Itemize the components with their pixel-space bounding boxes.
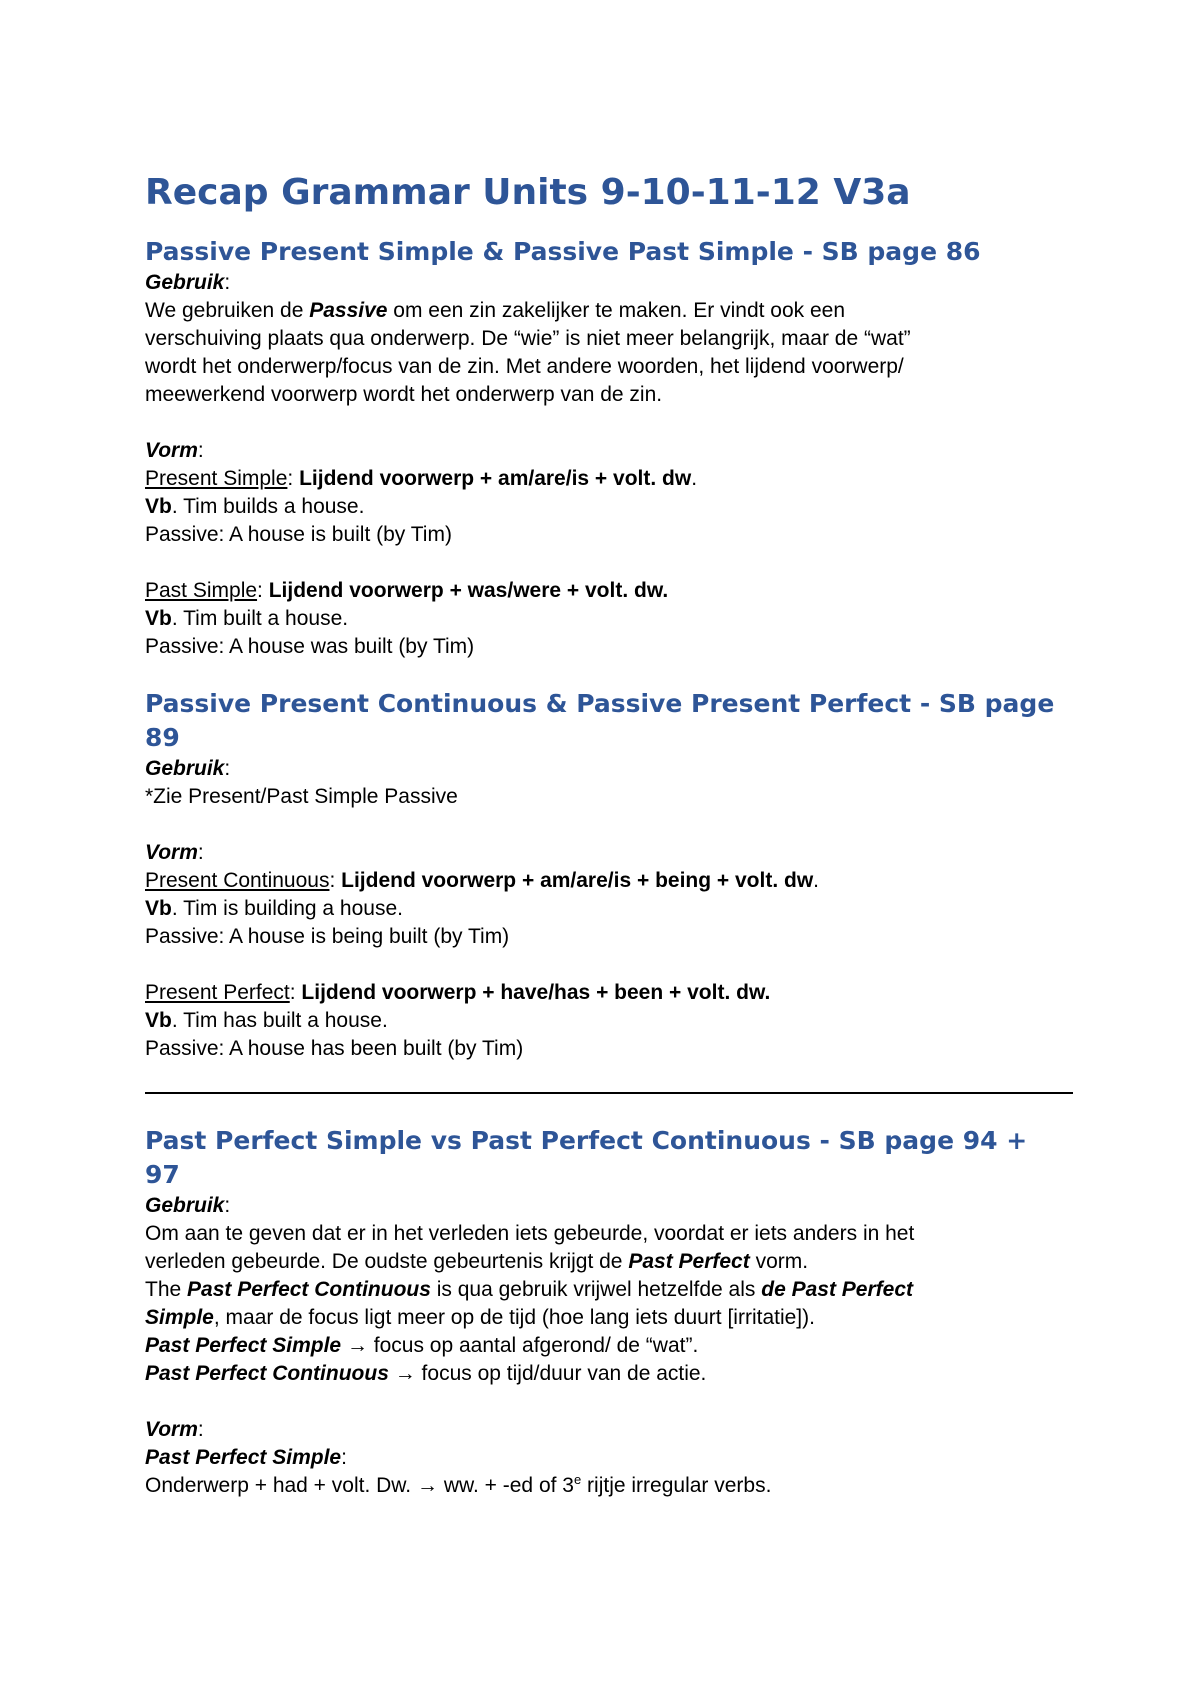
example-line: Vb. Tim is building a house. xyxy=(145,897,403,920)
gebruik-line: The Past Perfect Continuous is qua gebruik vrijwel hetzelfde als de Past Perfect xyxy=(145,1278,913,1301)
passive-line: Passive: A house has been built (by Tim) xyxy=(145,1037,524,1060)
gebruik-label: Gebruik xyxy=(145,271,225,294)
arrow-icon: → xyxy=(416,1474,438,1497)
gebruik-line: Simple, maar de focus ligt meer op de tijd (hoe lang iets duurt [irritatie]). xyxy=(145,1306,815,1329)
form-rule: Present Perfect: Lijdend voorwerp + have/has + been + volt. dw. xyxy=(145,981,771,1004)
example-line: Vb. Tim has built a house. xyxy=(145,1009,388,1032)
form-rule: Onderwerp + had + volt. Dw. → ww. + -ed of 3e rijtje irregular verbs. xyxy=(145,1472,772,1497)
usage-ppc: Past Perfect Continuous → focus op tijd/duur van de actie. xyxy=(145,1362,707,1385)
example-line: Vb. Tim builds a house. xyxy=(145,495,365,518)
gebruik-line: meewerkend voorwerp wordt het onderwerp van de zin. xyxy=(145,383,663,406)
example-line: Vb. Tim built a house. xyxy=(145,607,349,630)
section-3-body: Gebruik: Om aan te geven dat er in het verleden iets gebeurde, voordat er iets anders in het verleden gebeurde. De oudste gebeurtenis krijgt de Past Perfect vorm. The Past Perfect Continuous is qua gebruik vrijwel hetzelfde als de Past Perfect Simple, maar de focus ligt meer op de tijd (hoe lang iets duurt [irritatie]). Past Perfect Simple → focus op aantal afgerond/ de “wat”. Past Perfect Continuous → focus op tijd/duur van de actie. Vorm: Past Perfect Simple: Onderwerp + had + volt. Dw. → ww. + -ed of 3e rijtje irregular verbs. xyxy=(145,1192,1070,1500)
gebruik-line: *Zie Present/Past Simple Passive xyxy=(145,785,458,808)
form-rule: Present Simple: Lijdend voorwerp + am/are/is + volt. dw. xyxy=(145,467,698,490)
vorm-label: Vorm xyxy=(145,439,198,462)
gebruik-label: Gebruik xyxy=(145,1194,225,1217)
passive-line: Passive: A house is being built (by Tim) xyxy=(145,925,510,948)
arrow-icon: → xyxy=(394,1362,416,1385)
gebruik-label: Gebruik xyxy=(145,757,225,780)
vorm-label: Vorm xyxy=(145,841,198,864)
vorm-sub-label: Past Perfect Simple xyxy=(145,1446,342,1469)
section-heading-1: Passive Present Simple & Passive Past Simple - SB page 86 xyxy=(145,237,981,266)
passive-line: Passive: A house was built (by Tim) xyxy=(145,635,475,658)
vorm-label: Vorm xyxy=(145,1418,198,1441)
document-body xyxy=(145,165,1070,1500)
gebruik-line: verleden gebeurde. De oudste gebeurtenis krijgt de Past Perfect vorm. xyxy=(145,1250,809,1273)
form-rule: Present Continuous: Lijdend voorwerp + am/are/is + being + volt. dw. xyxy=(145,869,820,892)
section-2-body: Gebruik: *Zie Present/Past Simple Passive Vorm: Present Continuous: Lijdend voorwerp + am/are/is + being + volt. dw. Vb. Tim is building a house. Passive: A house is being built (by Tim) Present Perfect: Lijdend voorwerp + have/has + been + volt. dw. Vb. Tim has built a house. Passive: A house has been built (by Tim) xyxy=(145,755,1070,1063)
section-heading-3: Past Perfect Simple vs Past Perfect Continuous - SB page 94 + 97 xyxy=(145,1126,1028,1189)
gebruik-line: We gebruiken de Passive om een zin zakelijker te maken. Er vindt ook een xyxy=(145,299,846,322)
passive-line: Passive: A house is built (by Tim) xyxy=(145,523,452,546)
page-title: Recap Grammar Units 9-10-11-12 V3a xyxy=(145,172,911,213)
gebruik-line: verschuiving plaats qua onderwerp. De “wie” is niet meer belangrijk, maar de “wat” xyxy=(145,327,911,350)
gebruik-line: Om aan te geven dat er in het verleden iets gebeurde, voordat er iets anders in het xyxy=(145,1222,915,1245)
gebruik-line: wordt het onderwerp/focus van de zin. Met andere woorden, het lijdend voorwerp/ xyxy=(145,355,904,378)
horizontal-divider xyxy=(145,1092,1073,1094)
arrow-icon: → xyxy=(346,1334,368,1357)
section-heading-2: Passive Present Continuous & Passive Present Perfect - SB page 89 xyxy=(145,689,1055,752)
section-1-body: Gebruik: We gebruiken de Passive om een zin zakelijker te maken. Er vindt ook een verschuiving plaats qua onderwerp. De “wie” is niet meer belangrijk, maar de “wat” wordt het onderwerp/focus van de zin. Met andere woorden, het lijdend voorwerp/ meewerkend voorwerp wordt het onderwerp van de zin. Vorm: Present Simple: Lijdend voorwerp + am/are/is + volt. dw. Vb. Tim builds a house. Passive: A house is built (by Tim) Past Simple: Lijdend voorwerp + was/were + volt. dw. Vb. Tim built a house. Passive: A house was built (by Tim) xyxy=(145,269,1070,661)
form-rule: Past Simple: Lijdend voorwerp + was/were + volt. dw. xyxy=(145,579,669,602)
usage-pps: Past Perfect Simple → focus op aantal afgerond/ de “wat”. xyxy=(145,1334,699,1357)
